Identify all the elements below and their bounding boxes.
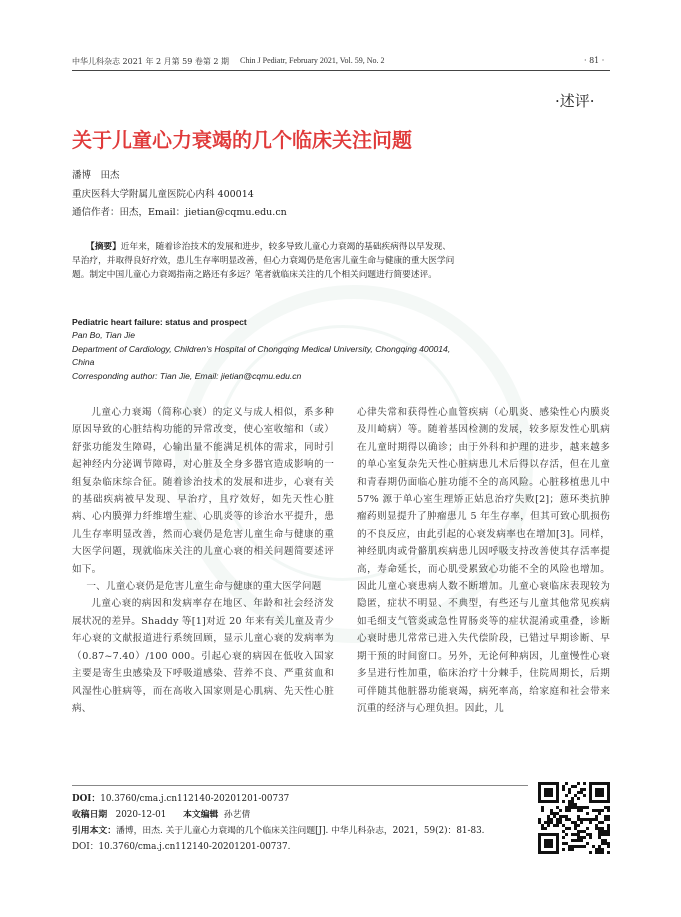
authors: 潘博 田杰 — [72, 170, 120, 181]
abstract-line-2: 早治疗，并取得良好疗效，患儿生存率明显改善，但心力衰竭仍是危害儿童生命与健康的重大医学问 — [72, 256, 455, 267]
abstract-line-1: 近年来，随着诊治技术的发展和进步，较多导致儿童心力衰竭的基础疾病得以早发现、 — [120, 242, 451, 252]
abstract-label: 【摘要】 — [86, 242, 121, 252]
footer-citation: 引用本文：潘博，田杰. 关于儿童心力衰竭的几个临床关注问题[J]. 中华儿科杂志，2021，59(2)：81-83. — [72, 826, 485, 836]
body-left-column — [72, 404, 334, 717]
paragraph: 儿童心力衰竭（简称心衰）的定义与成人相似，系多种原因导致的心脏结构功能的异常改变，使心室收缩和（或）舒张功能发生障碍，心输出量不能满足机体的需求，同时引起神经内分泌调节障碍，对心脏及全身多器官造成影响的一组复杂临床综合征。随着诊治技术的发展和进步，心衰有关的基础疾病被早发现、早治疗，且疗效好，如先天性心脏病、心内膜弹力纤维增生症、心肌炎等的诊治水平提升，患儿生存率明显改善，然而心衰仍是危害儿童生命与健康的重大医学问题，现就临床关注的儿童心衰的相关问题简要述评如下。 — [72, 407, 334, 575]
english-corresponding: Corresponding author: Tian Jie, Email: jietian@cqmu.edu.cn — [72, 370, 302, 381]
page-number: · 81 · — [584, 56, 605, 65]
section-heading-1: 一、儿童心衰仍是危害儿童生命与健康的重大医学问题 — [86, 581, 322, 593]
article-title: 关于儿童心力衰竭的几个临床关注问题 — [72, 128, 412, 152]
qr-code-icon — [538, 782, 610, 854]
english-country: China — [72, 357, 95, 368]
affiliation: 重庆医科大学附属儿童医院心内科 400014 — [72, 189, 254, 200]
footer-rule — [72, 785, 528, 786]
paragraph: 儿童心衰的病因和发病率存在地区、年龄和社会经济发展状况的差异。Shaddy 等[1]对近 20 年来有关儿童及青少年心衰的文献报道进行系统回顾，显示儿童心衰的发病率为（0.87~7.40）/100 000。引起心衰的病因在低收入国家主要是寄生虫感染及下呼吸道感染、营养不良、严重贫血和风湿性心脏病等，而在高收入国家则是心肌病、先天性心脏病、 — [72, 598, 334, 714]
abstract-cn — [72, 240, 610, 283]
english-department: Department of Cardiology, Children's Hospital of Chongqing Medical University, Chongqing 400014, — [72, 343, 451, 354]
running-header-cn: 中华儿科杂志 2021 年 2 月第 59 卷第 2 期 — [72, 57, 230, 66]
footer-citation-doi: DOI：10.3760/cma.j.cn112140-20201201-00737. — [72, 842, 291, 852]
english-title: Pediatric heart failure: status and prospect — [72, 317, 247, 327]
paragraph: 心律失常和获得性心血管疾病（心肌炎、感染性心内膜炎及川崎病）等。随着基因检测的发展，较多原发性心肌病在儿童时期得以确诊；由于外科和护理的进步，越来越多的单心室复杂先天性心脏病患儿术后得以存活，但在儿童和青春期仍面临心脏功能不全的高风险。心脏移植患儿中 57% 源于单心室生理矫正姑息治疗失败[2]；蒽环类抗肿瘤药则显提升了肿瘤患儿 5 年生存率，但其可致心肌损伤的不良反应，由此引起的心衰发病率也在增加[3]。同样，神经肌肉或骨骼肌疾病患儿因呼吸支持改善使其存活率提高，寿命延长，而心肌受累致心功能不全的风险也增加。因此儿童心衰患病人数不断增加。儿童心衰临床表现较为隐匿，症状不明显、不典型，有些还与儿童其他常见疾病如毛细支气管炎或急性胃肠炎等的症状混淆或重叠，诊断心衰时患儿常常已进入失代偿阶段，已错过早期诊断、早期干预的时间窗口。另外，无论何种病因，儿童慢性心衰多呈进行性加重，临床治疗十分棘手，住院周期长，后期可伴随其他脏器功能衰竭，病死率高，给家庭和社会带来沉重的经济与心理负担。因此，儿 — [357, 407, 610, 714]
english-authors: Pan Bo, Tian Jie — [72, 330, 135, 341]
english-abstract-block — [72, 316, 610, 383]
correspondence: 通信作者：田杰，Email：jietian@cqmu.edu.cn — [72, 207, 287, 218]
footer-received: 收稿日期 2020-12-01 本文编辑 孙艺倩 — [72, 810, 251, 820]
section-label: ·述评· — [555, 92, 595, 110]
running-header-en: Chin J Pediatr, February 2021, Vol. 59, No. 2 — [240, 56, 385, 65]
body-right-column — [357, 404, 610, 717]
abstract-line-3: 题。制定中国儿童心力衰竭指南之路还有多远？笔者就临床关注的几个相关问题进行简要述评。 — [72, 270, 437, 281]
header-rule — [72, 70, 610, 71]
footer-doi: DOI：10.3760/cma.j.cn112140-20201201-00737 — [72, 794, 290, 804]
